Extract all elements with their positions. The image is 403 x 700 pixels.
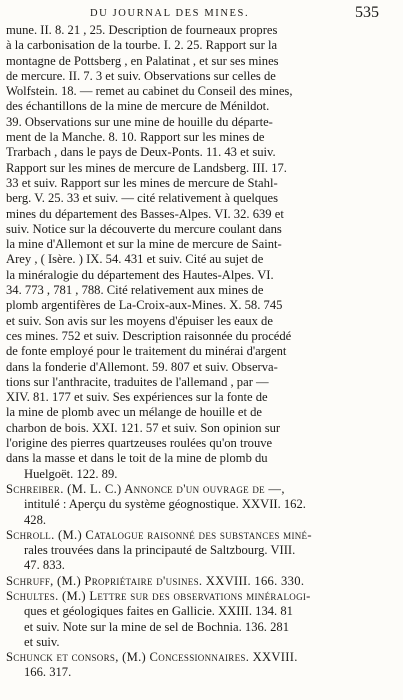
text-line: rales trouvées dans la principauté de Saltzbourg. VIII. <box>24 543 296 558</box>
text-line: 47. 833. <box>24 558 65 573</box>
page-number: 535 <box>355 4 379 21</box>
text-line: ques et géologiques faites en Gallicie. XXIII. 134. 81 <box>24 604 293 619</box>
text-line: Arey , ( Isère. ) IX. 54. 431 et suiv. Cité au sujet de <box>6 252 264 267</box>
text-line: 33 et suiv. Rapport sur les mines de mercure de Stahl- <box>6 175 278 190</box>
text-line: Trarbach , dans le pays de Deux-Ponts. 11. 43 et suiv. <box>6 145 276 160</box>
text-line: des échantillons de la mine de mercure de Ménildot. <box>6 99 270 114</box>
text-line: à la carbonisation de la tourbe. I. 2. 25. Rapport sur la <box>6 38 278 53</box>
text-line: ces mines. 752 et suiv. Description raisonnée du procédé <box>6 328 292 343</box>
index-text <box>6 23 390 681</box>
index-entry-schunck: Schunck et consors, (M.) Concessionnaires. XXVIII. <box>6 650 298 665</box>
text-line: 39. Observations sur une mine de houille du départe- <box>6 114 273 129</box>
running-title: DU JOURNAL DES MINES. <box>90 8 250 19</box>
text-line: 428. <box>24 512 47 527</box>
index-entry-schreiber: Schreiber. (M. L. C.) Annonce d'un ouvrage de —, <box>6 481 285 496</box>
text-line: mines du département des Basses-Alpes. VI. 32. 639 et <box>6 206 284 221</box>
text-line: suiv. Notice sur la découverte du mercure coulant dans <box>6 221 282 236</box>
text-line: l'origine des pierres quartzeuses roulées qu'on trouve <box>6 436 273 451</box>
text-line: et suiv. <box>24 634 60 649</box>
text-line: montagne de Pottsberg , en Palatinat , et sur ses mines <box>6 53 279 68</box>
text-line: la mine d'Allemont et sur la mine de mercure de Saint- <box>6 237 282 252</box>
index-entry-schroll: Schroll. (M.) Catalogue raisonné des substances miné- <box>6 527 312 542</box>
text-line: et suiv. Note sur la mine de sel de Bochnia. 136. 281 <box>24 619 289 634</box>
text-line: Wolfstein. 18. — remet au cabinet du Conseil des mines, <box>6 84 293 99</box>
text-line: intitulé : Aperçu du système géognostique. XXVII. 162. <box>24 497 306 512</box>
index-entry-schultes: Schultes. (M.) Lettre sur des observations minéralogi- <box>6 588 311 603</box>
text-line: Rapport sur les mines de mercure de Landsberg. III. 17. <box>6 160 287 175</box>
text-line: la minéralogie du département des Hautes-Alpes. VI. <box>6 267 274 282</box>
index-entry-schruff: Schruff, (M.) Propriétaire d'usines. XXVIII. 166. 330. <box>6 573 305 588</box>
text-line: et suiv. Son avis sur les moyens d'épuiser les eaux de <box>6 313 273 328</box>
text-line: dans la fonderie d'Allemont. 59. 807 et suiv. Observa- <box>6 359 278 374</box>
text-line: ment de la Manche. 8. 10. Rapport sur les mines de <box>6 130 265 145</box>
running-header <box>0 4 403 24</box>
text-line: 166. 317. <box>24 665 72 680</box>
text-line: charbon de bois. XXI. 121. 57 et suiv. Son opinion sur <box>6 420 281 435</box>
text-line: de mercure. II. 7. 3 et suiv. Observations sur celles de <box>6 68 276 83</box>
text-line: plomb argentifères de La-Croix-aux-Mines. X. 58. 745 <box>6 298 283 313</box>
text-line: de fonte employé pour le traitement du minérai d'argent <box>6 344 287 359</box>
text-line: mune. II. 8. 21 , 25. Description de fourneaux propres <box>6 23 278 37</box>
text-line: tions sur l'anthracite, traduites de l'allemand , par — <box>6 374 269 389</box>
text-line: berg. V. 25. 33 et suiv. — cité relativement à quelques <box>6 191 278 206</box>
text-line: la mine de plomb avec un mélange de houille et de <box>6 405 262 420</box>
text-line: 34. 773 , 781 , 788. Cité relativement aux mines de <box>6 283 264 298</box>
text-line: dans la masse et dans le toit de la mine de plomb du <box>6 451 268 466</box>
text-line: XIV. 81. 177 et suiv. Ses expériences sur la fonte de <box>6 390 268 405</box>
text-line: Huelgoët. 122. 89. <box>24 466 118 481</box>
